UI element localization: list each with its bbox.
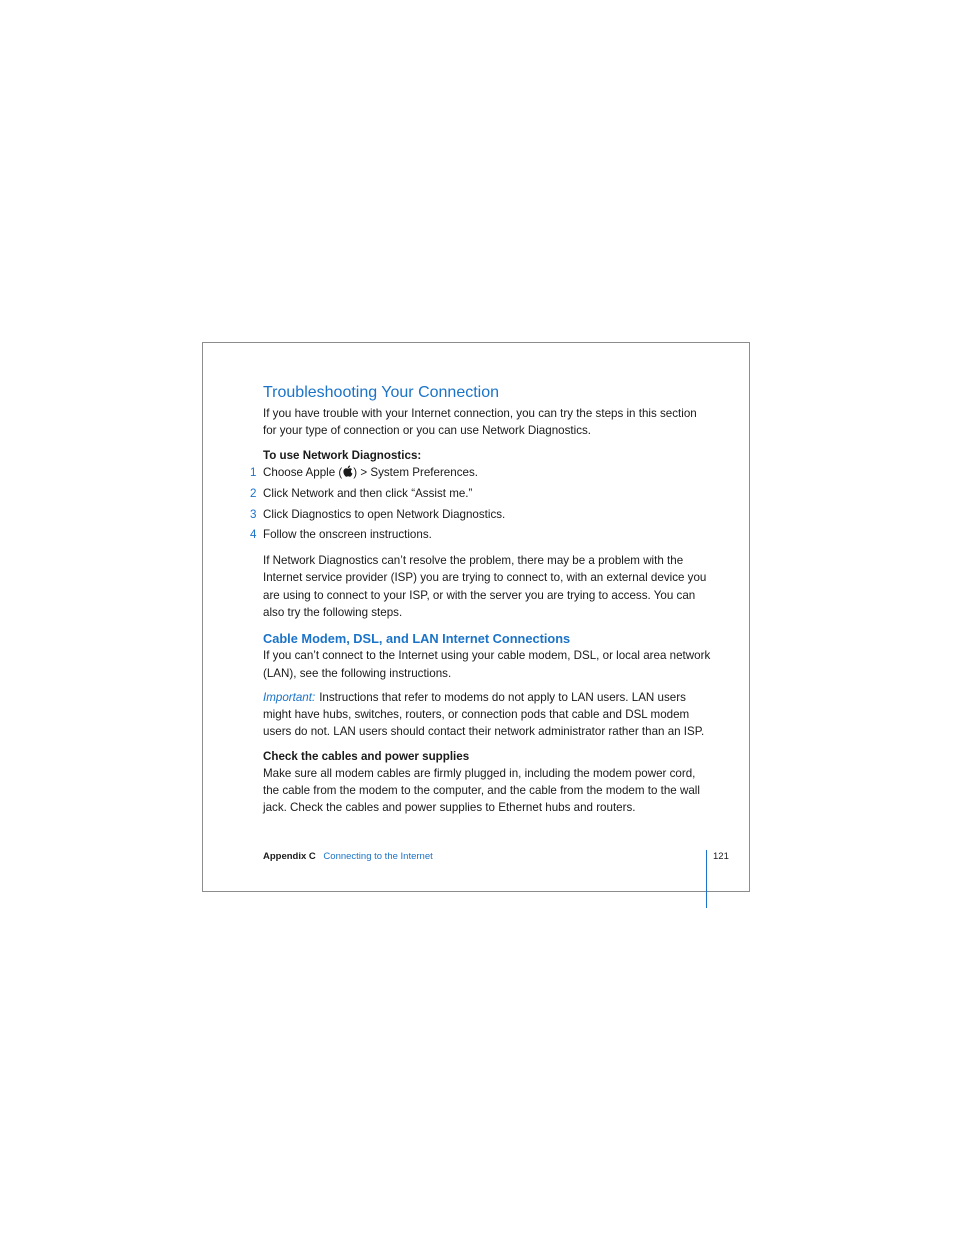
check-text: Make sure all modem cables are firmly plugged in, including the modem power cord, the cable from the modem to the computer, and the cable from the modem to the wall jack. Check the cables and power supplies to Ethernet hubs and routers. (263, 766, 700, 815)
check-heading: Check the cables and power supplies (263, 749, 470, 763)
followup-paragraph: If Network Diagnostics can’t resolve the problem, there may be a problem with the Internet service provider (ISP) you are trying to connect to, with an external device you are using to connect to your ISP, or with the server you are trying to access. You can also try the following steps. (263, 554, 707, 619)
step-item (250, 526, 713, 543)
section-intro: If you have trouble with your Internet connection, you can try the steps in this section for your type of connection or you can use Network Diagnostics. (263, 407, 697, 438)
footer (263, 850, 433, 864)
footer-chapter-link[interactable]: Connecting to the Internet (323, 851, 433, 862)
step-number: 1 (250, 465, 257, 479)
task-heading: To use Network Diagnostics: (263, 448, 422, 462)
step-number: 3 (250, 507, 257, 521)
page-number: 121 (713, 851, 729, 862)
important-label: Important: (263, 690, 316, 704)
subsection-intro: If you can’t connect to the Internet using your cable modem, DSL, or local area network (LAN), see the following instructions. (263, 649, 711, 680)
step-text-after: ) > System Preferences. (353, 465, 478, 479)
step-item (250, 464, 713, 482)
step-text-before: Choose Apple ( (263, 465, 343, 479)
footer-appendix: Appendix C (263, 851, 316, 862)
important-text: Instructions that refer to modems do not apply to LAN users. LAN users might have hubs, switches, routers, or connection pods that cable and DSL modem users do not. LAN users should contact their network administrator rather than an ISP. (263, 690, 705, 739)
step-number: 2 (250, 487, 257, 501)
apple-icon (342, 465, 353, 482)
step-item (250, 485, 713, 502)
subsection-title: Cable Modem, DSL, and LAN Internet Connections (263, 631, 571, 647)
page-content (250, 383, 713, 817)
step-text: Click Diagnostics to open Network Diagnostics. (263, 507, 506, 521)
section-title: Troubleshooting Your Connection (263, 384, 500, 401)
step-item (250, 506, 713, 523)
steps-list (250, 464, 713, 544)
page-number-rule (706, 850, 707, 908)
important-note (263, 689, 713, 741)
step-text: Click Network and then click “Assist me.” (263, 487, 473, 501)
step-number: 4 (250, 528, 257, 542)
step-text: Follow the onscreen instructions. (263, 528, 432, 542)
